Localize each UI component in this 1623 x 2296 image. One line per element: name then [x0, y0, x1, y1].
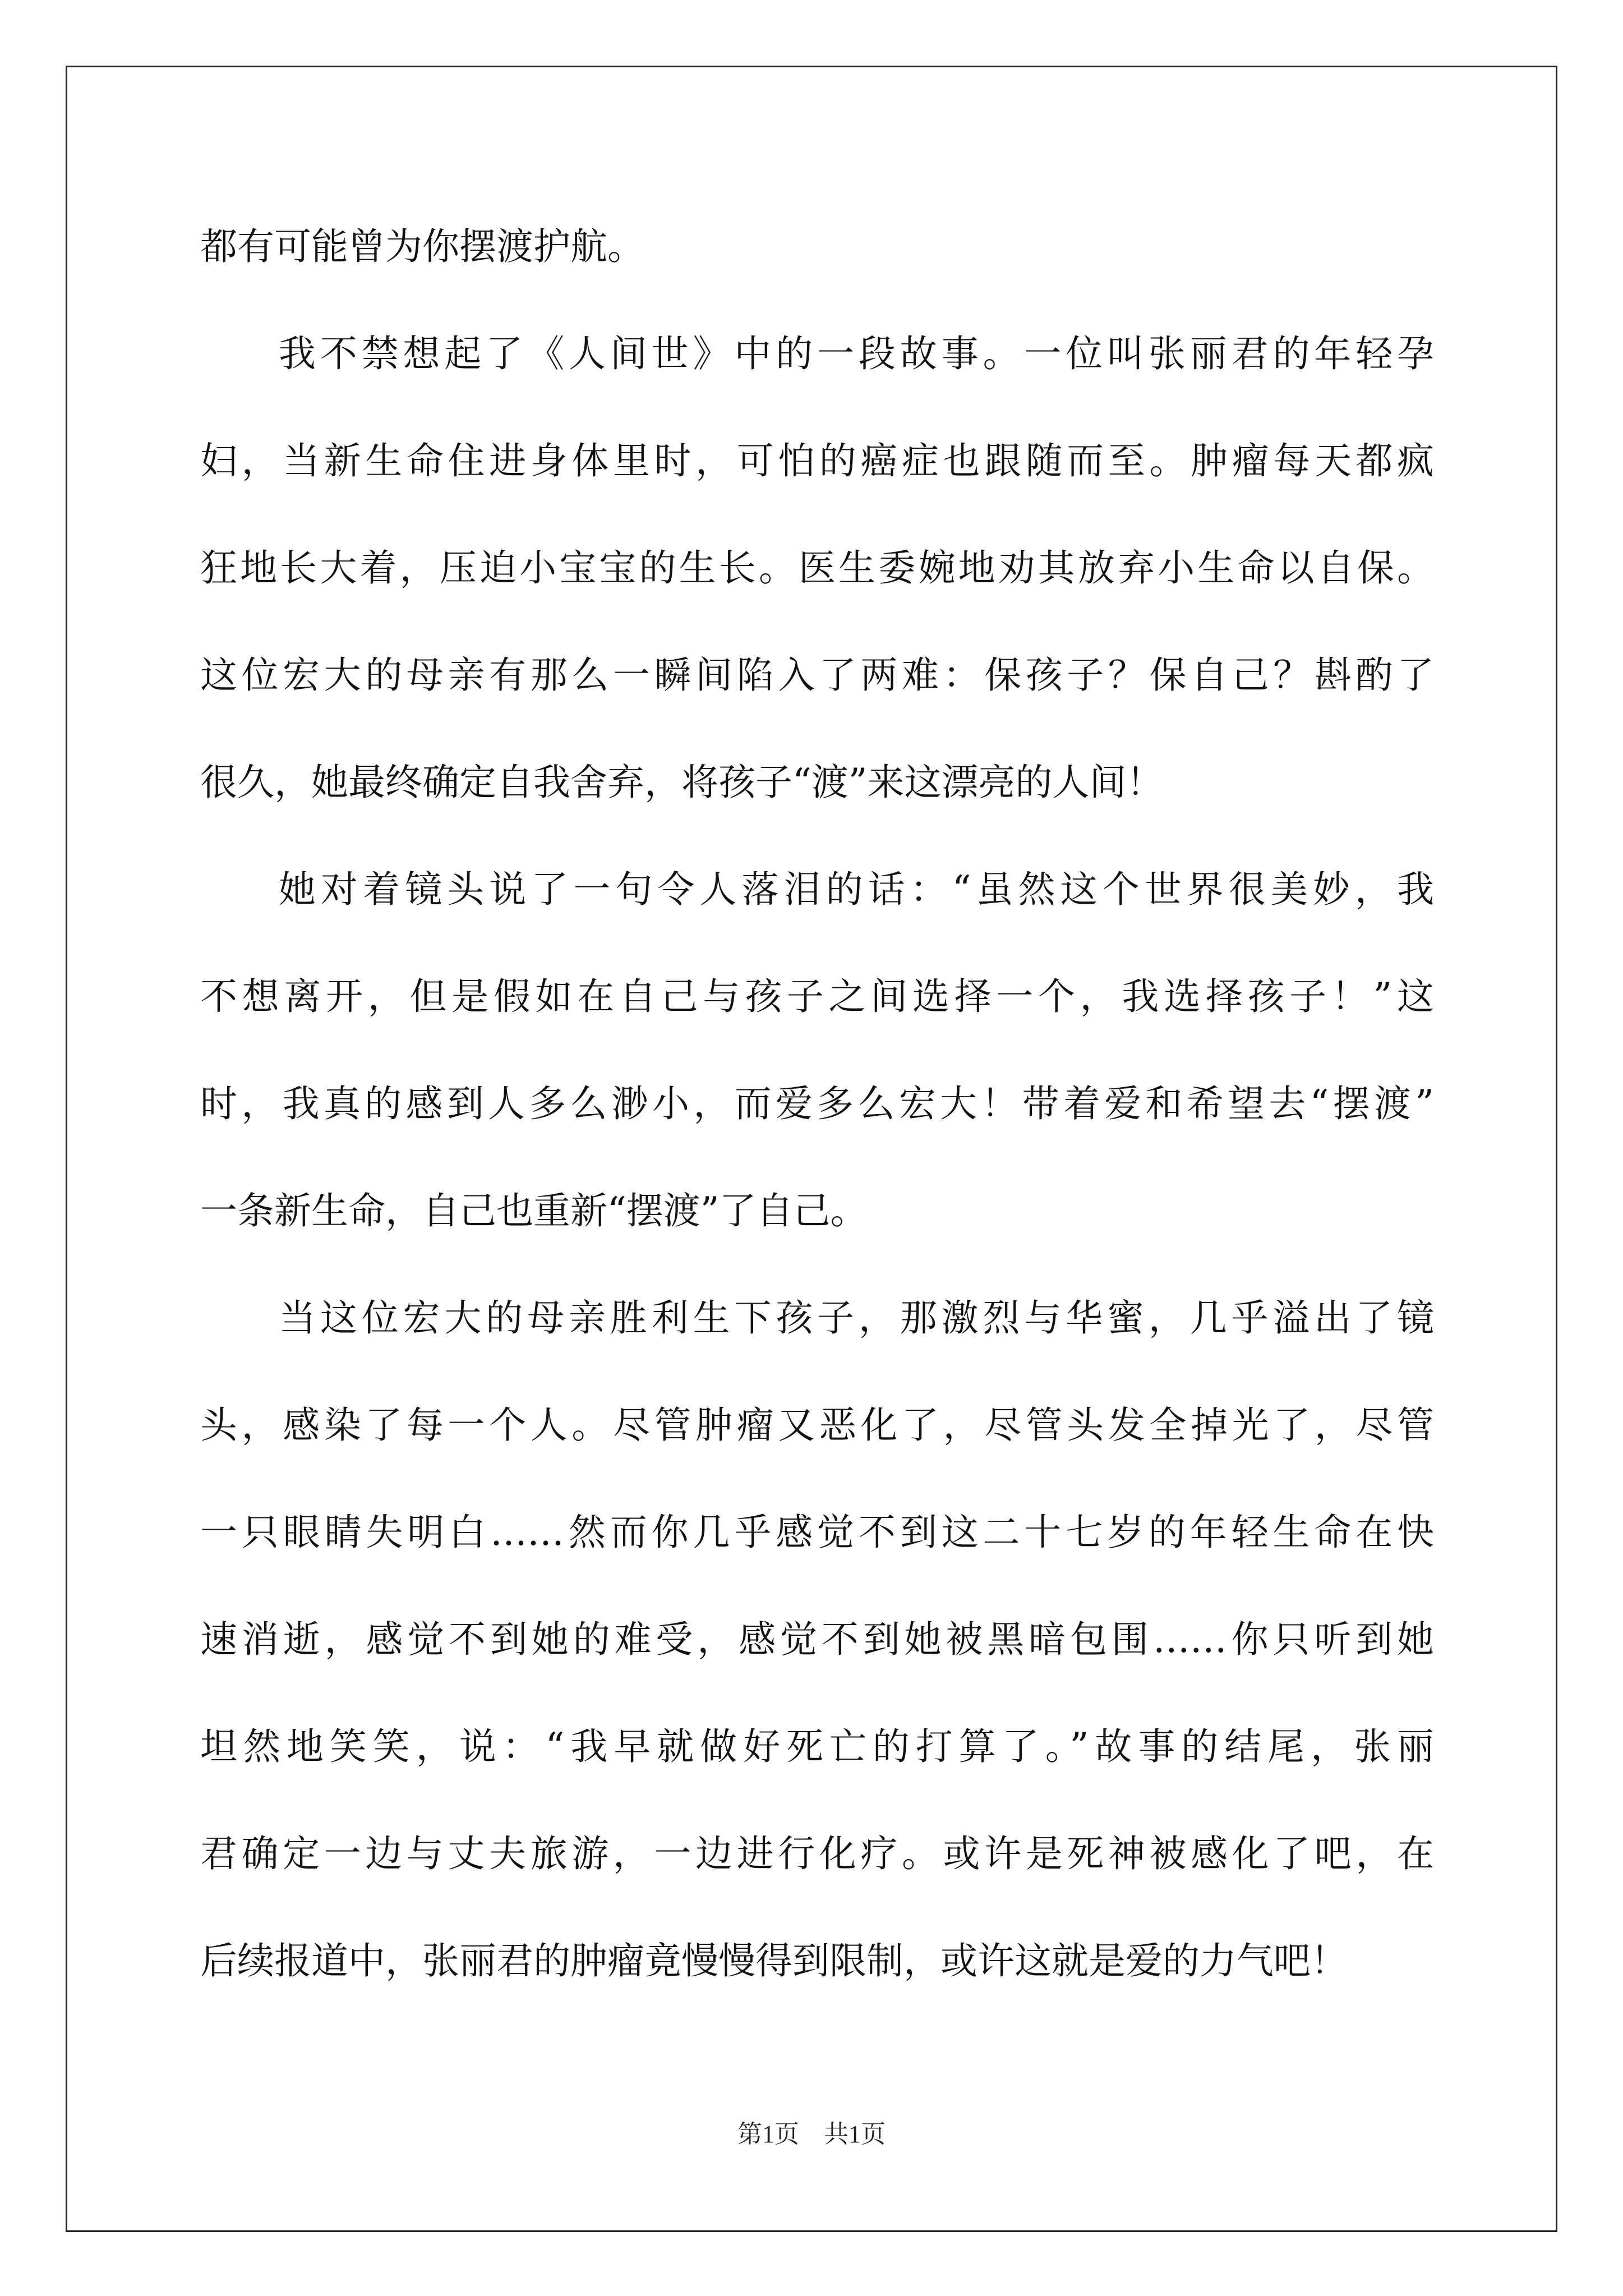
text-line: 君确定一边与丈夫旅游，一边进行化疗。或许是死神被感化了吧，在 [200, 1832, 1434, 1875]
text-line: 后续报道中，张丽君的肿瘤竟慢慢得到限制，或许这就是爱的力气吧！ [200, 1939, 1348, 1982]
text-line: 速消逝，感觉不到她的难受，感觉不到她被黑暗包围……你只听到她 [200, 1618, 1434, 1661]
text-line: 妇，当新生命住进身体里时，可怕的癌症也跟随而至。肿瘤每天都疯 [200, 439, 1434, 482]
page-footer [0, 2114, 1623, 2150]
text-line: 一只眼睛失明白……然而你几乎感觉不到这二十七岁的年轻生命在快 [200, 1511, 1434, 1554]
text-line: 不想离开，但是假如在自己与孩子之间选择一个，我选择孩子！”这 [200, 975, 1434, 1018]
document-body [200, 208, 1434, 2029]
text-line: 当这位宏大的母亲胜利生下孩子，那激烈与华蜜，几乎溢出了镜 [279, 1296, 1434, 1340]
text-line: 头，感染了每一个人。尽管肿瘤又恶化了，尽管头发全掉光了，尽管 [200, 1404, 1434, 1447]
text-line: 我不禁想起了《人间世》中的一段故事。一位叫张丽君的年轻孕 [279, 332, 1434, 375]
text-line: 都有可能曾为你摆渡护航。 [200, 225, 644, 268]
text-line: 她对着镜头说了一句令人落泪的话：“虽然这个世界很美妙，我 [279, 868, 1434, 911]
text-line: 坦然地笑笑，说：“我早就做好死亡的打算了。”故事的结尾，张丽 [200, 1725, 1434, 1768]
text-line: 这位宏大的母亲有那么一瞬间陷入了两难：保孩子？保自己？斟酌了 [200, 654, 1434, 697]
page-number: 第1页 [737, 2120, 799, 2148]
text-line: 很久，她最终确定自我舍弃，将孩子“渡”来这漂亮的人间！ [200, 761, 1164, 804]
text-line: 时，我真的感到人多么渺小，而爱多么宏大！带着爱和希望去“摆渡” [200, 1082, 1434, 1125]
text-line: 狂地长大着，压迫小宝宝的生长。医生委婉地劝其放弃小生命以自保。 [200, 546, 1434, 590]
text-line: 一条新生命，自己也重新“摆渡”了自己。 [200, 1189, 868, 1232]
page-total: 共1页 [824, 2120, 886, 2148]
